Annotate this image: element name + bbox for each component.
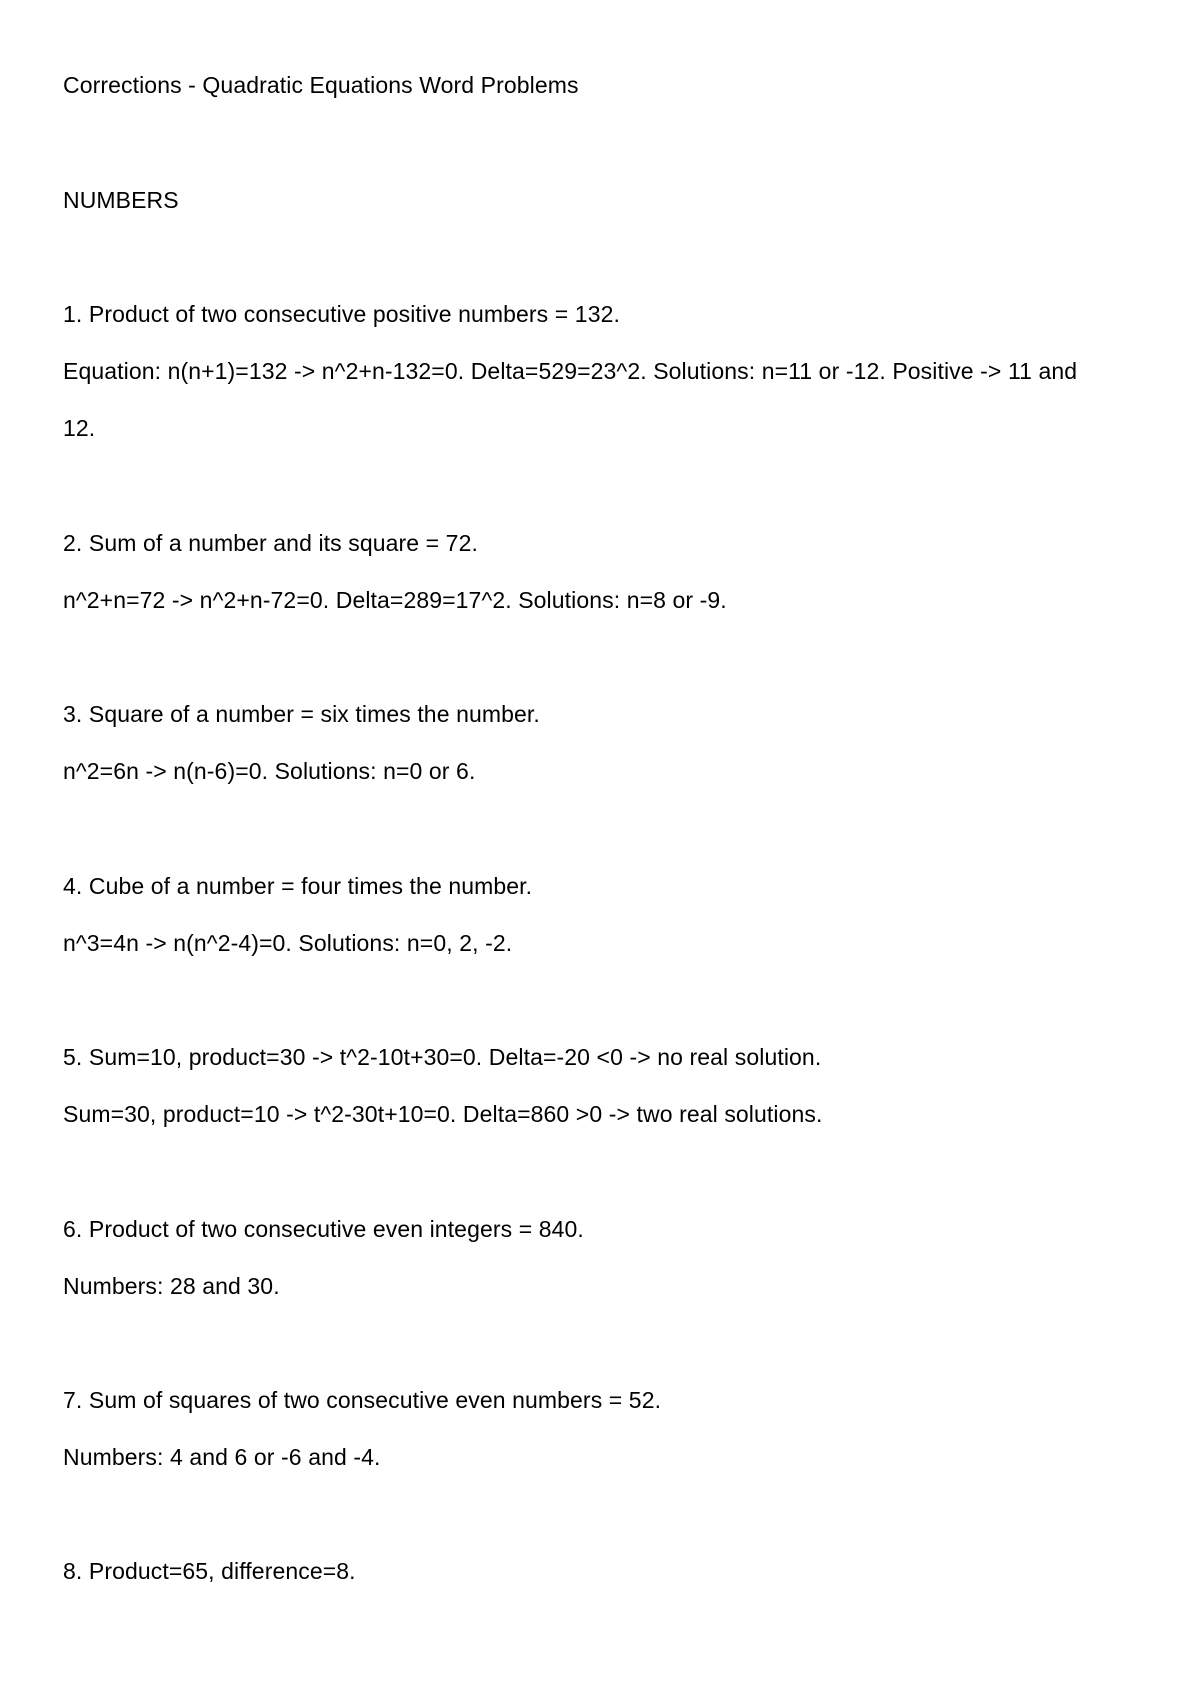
problem-7-solution-line-1: Numbers: 4 and 6 or -6 and -4. <box>63 1444 381 1470</box>
problem-2-solution-line-1: n^2+n=72 -> n^2+n-72=0. Delta=289=17^2. Solutions: n=8 or -9. <box>63 587 727 613</box>
problem-1-solution-line-2: 12. <box>63 415 96 441</box>
problem-5-solution-line-1: Sum=30, product=10 -> t^2-30t+10=0. Delta=860 >0 -> two real solutions. <box>63 1101 823 1127</box>
section-heading: NUMBERS <box>63 187 179 213</box>
document-title: Corrections - Quadratic Equations Word Problems <box>63 72 579 98</box>
problem-5-statement: 5. Sum=10, product=30 -> t^2-10t+30=0. Delta=-20 <0 -> no real solution. <box>63 1044 822 1070</box>
problem-1-solution-line-1: Equation: n(n+1)=132 -> n^2+n-132=0. Delta=529=23^2. Solutions: n=11 or -12. Positive -> 11 and <box>63 358 1078 384</box>
problem-1-statement: 1. Product of two consecutive positive numbers = 132. <box>63 301 620 327</box>
problem-6-solution-line-1: Numbers: 28 and 30. <box>63 1273 280 1299</box>
problem-6-statement: 6. Product of two consecutive even integers = 840. <box>63 1216 584 1242</box>
problem-3-statement: 3. Square of a number = six times the number. <box>63 701 540 727</box>
problem-7-statement: 7. Sum of squares of two consecutive even numbers = 52. <box>63 1387 662 1413</box>
problem-2-statement: 2. Sum of a number and its square = 72. <box>63 530 478 556</box>
problem-3-solution-line-1: n^2=6n -> n(n-6)=0. Solutions: n=0 or 6. <box>63 758 476 784</box>
problem-4-solution-line-1: n^3=4n -> n(n^2-4)=0. Solutions: n=0, 2, -2. <box>63 930 513 956</box>
problem-4-statement: 4. Cube of a number = four times the number. <box>63 873 533 899</box>
problem-8-statement: 8. Product=65, difference=8. <box>63 1558 356 1584</box>
